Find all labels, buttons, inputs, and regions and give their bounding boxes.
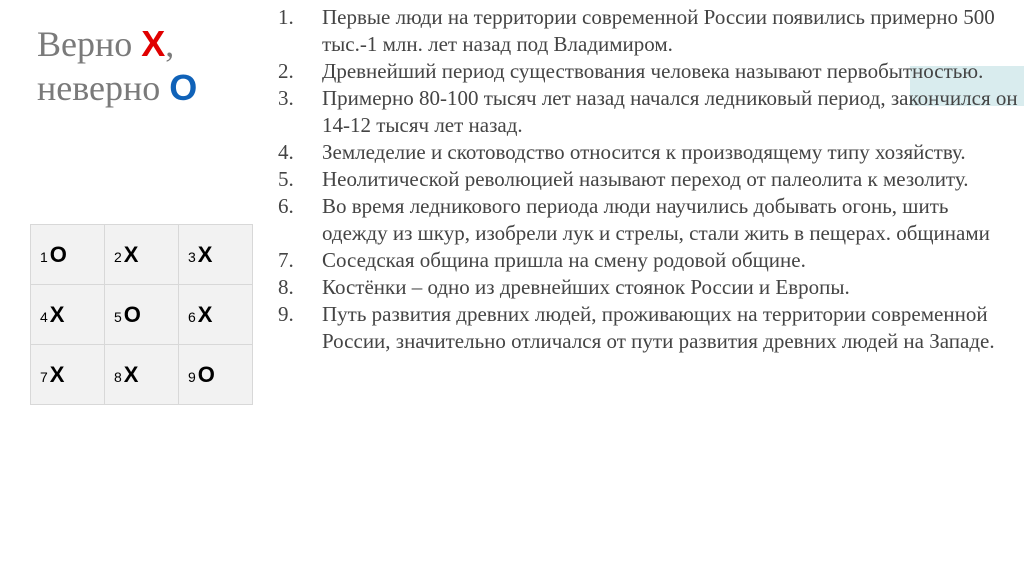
heading-line-1: Верно X, [37,23,175,64]
answer-cell: 8X [105,345,179,405]
statement-item: 5. Неолитической революцией называют переход от палеолита к мезолиту. [278,167,969,191]
statement-item: 1. Первые люди на территории современной России появились примерно 500 тыс.-1 млн. лет назад под Владимиром. [278,5,995,56]
incorrect-mark: O [169,67,198,108]
statement-item: 2. Древнейший период существования человека называют первобытностью. [278,59,984,83]
answer-grid-row [31,285,253,345]
answer-cell: 3X [179,225,253,285]
statement-item: 3. Примерно 80-100 тысяч лет назад начался ледниковый период, закончился он 14-12 тысяч лет назад. [278,86,1018,137]
answer-grid-row [31,225,253,285]
correct-mark: X [141,23,166,64]
statement-list [278,4,1018,355]
statement-item: 6. Во время ледникового периода люди научились добывать огонь, шить одежду из шкур, изобрели лук и стрелы, стали жить в пещерах. общинами [278,194,990,245]
answer-cell: 4X [31,285,105,345]
heading-line-2: неверно O [37,67,198,108]
statement-item: 4. Земледелие и скотоводство относится к производящему типу хозяйству. [278,140,966,164]
answer-cell: 2X [105,225,179,285]
answer-cell: 9O [179,345,253,405]
answer-cell: 1O [31,225,105,285]
statement-item: 7. Соседская община пришла на смену родовой общине. [278,248,806,272]
answer-grid-row [31,345,253,405]
answer-cell: 7X [31,345,105,405]
statement-item: 9. Путь развития древних людей, проживающих на территории современной России, значительно отличался от пути развития древних людей на Западе. [278,302,995,353]
statement-item: 8. Костёнки – одно из древнейших стоянок России и Европы. [278,275,850,299]
answer-cell: 5O [105,285,179,345]
answer-cell: 6X [179,285,253,345]
slide-heading [37,22,197,110]
answer-grid [30,224,253,405]
